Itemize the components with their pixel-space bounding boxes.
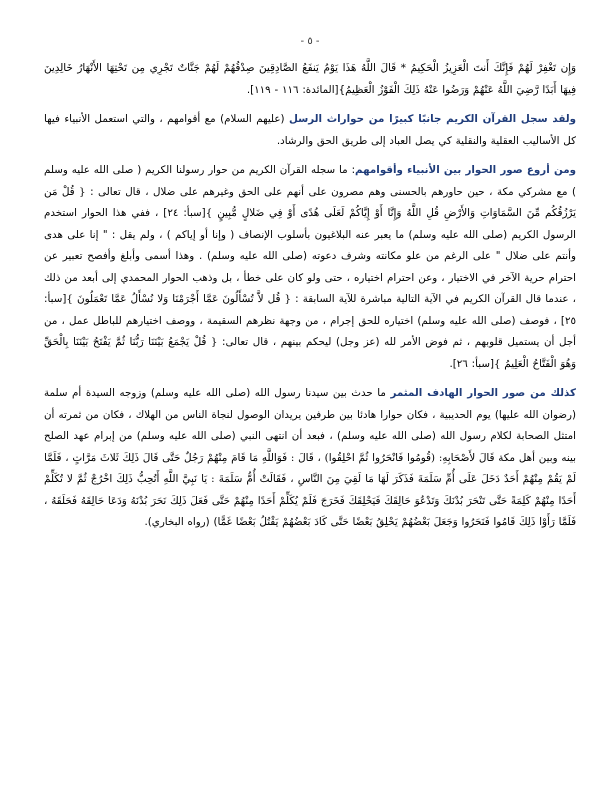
quoted-text: قَالَ لأَصْحَابِهِ: (قُومُوا فَانْحَرُوا ثُمَّ احْلِقُوا) ، قَالَ : فَوَاللَّهِ مَا قَامَ مِنْهُمْ رَجُلٌ حَتَّى قَالَ ذَلِكَ ثَلاثَ مَرَّاتٍ ، فَلَمَّا لَمْ يَقُمْ مِنْهُمْ أَحَدٌ دَخَلَ عَلَى أُمِّ سَلَمَةَ فَذَكَرَ لَهَا مَا لَقِيَ مِنَ النَّاسِ ، فَقَالَتْ أُمُّ سَلَمَةَ : يَا نَبِيَّ اللَّهِ أَتُحِبُّ ذَلِكَ اخْرُجْ ثُمَّ لا تُكَلِّمْ أَحَدًا مِنْهُمْ كَلِمَةً حَتَّى تَنْحَرَ بُدْنَكَ وَتَدْعُوَ حَالِقَكَ فَيَحْلِقَكَ فَخَرَجَ فَلَمْ يُكَلِّمْ أَحَدًا مِنْهُمْ حَتَّى فَعَلَ ذَلِكَ نَحَرَ بُدْنَهُ وَدَعَا حَالِقَهُ فَحَلَقَهُ ، فَلَمَّا رَأَوْا ذَلِكَ قَامُوا فَنَحَرُوا وَجَعَلَ بَعْضُهُمْ يَحْلِقُ بَعْضًا حَتَّى كَادَ بَعْضُهُمْ يَقْتُلُ بَعْضًا غَمًّا: [44, 451, 576, 528]
document-body: [44, 58, 576, 534]
citation: }[المائدة: ١١٦ - ١١٩].: [246, 83, 346, 96]
paragraph: [44, 109, 576, 152]
quoted-text: { قُل لاَّ تُسْأَلُونَ عَمَّا أَجْرَمْنَا وَلا نُسْأَلُ عَمَّا تَعْمَلُونَ }: [66, 293, 292, 305]
section-heading: ومن أروع صور الحوار بين الأنبياء وأقوامهم: [355, 164, 576, 176]
body-text: [سبأ: ٢٥] ، فوصف (صلى الله عليه وسلم) اختياره للحق إجرام ، من وجهة نظرهم السقيمة ، ووصف اختيارهم للباطل عمل ، من أجل أن يستميل قلوبهم ، ثم فوض الأمر لله (عز وجل) ليحكم بينهم ، قال تعالى:: [44, 293, 576, 348]
paragraph: [44, 160, 576, 375]
page-number: - ٥ -: [300, 36, 320, 47]
document-page: [44, 34, 576, 774]
quoted-text: { قُلْ يَجْمَعُ بَيْنَنَا رَبُّنَا ثُمَّ يَفْتَحُ بَيْنَنَا بِالْحَقِّ وَهُوَ الْفَتَّاحُ الْعَلِيمُ }: [44, 336, 576, 370]
body-text: [سبأ: ٢٦].: [449, 357, 494, 370]
body-text: [سبأ: ٢٤] ، ففي هذا الحوار استخدم الرسول الكريم (صلى الله عليه وسلم) ما يعبر عنه البلاغيون بأسلوب الإنصاف ( وإنا أو إياكم ) ، ولم يقل : " إنا على هدى وأنتم على ضلال " على الرغم من علو مكانته وشرف دعوته (صلى الله عليه وسلم) . وهذا أسمى وأبلغ وأفصح تعبير عن احترام حرية الآخر في الاختيار ، وعن احترام اختياره ، حتى ولو كان على خطأ ، بل وذهب الحوار المحمدي إلى أبعد من ذلك ، عندما قال القرآن الكريم في الآية التالية مباشرة للآية السابقة :: [44, 207, 576, 305]
section-heading: ولقد سجل القرآن الكريم جانبًا كبيرًا من حواراث الرسل: [288, 113, 576, 125]
body-text: ) (رواه البخاري).: [144, 516, 218, 528]
paragraph: [44, 58, 576, 101]
quoted-text: وَإِن تَغْفِرْ لَهُمْ فَإِنَّكَ أَنتَ الْعَزِيزُ الْحَكِيمُ * قَالَ اللَّهُ هَذَا يَوْمُ يَنفَعُ الصَّادِقِينَ صِدْقُهُمْ لَهُمْ جَنَّاتٌ تَجْرِي مِن تَحْتِهَا الأَنْهَارُ خَالِدِينَ فِيهَا أَبَدًا رَّضِيَ اللَّهُ عَنْهُمْ وَرَضُوا عَنْهُ ذَلِكَ الْفَوْزُ الْعَظِيمُ: [44, 62, 576, 96]
body-text: ما حدث بين سيدنا رسول الله (صلى الله عليه وسلم) وزوجه السيدة أم سلمة (رضوان الله عليها) يوم الحديبية ، فكان حوارا هادئا بين طرفين يريدان الوصول لنجاة الناس من الهلاك ، فكان من ثمرته أن امتثل الصحابة لكلام رسول الله (صلى الله عليه وسلم) ، فبعد أن انتهى النبي (صلى الله عليه وسلم) من إبرام عهد الصلح بينه وبين أهل مكة: [44, 387, 576, 464]
body-text: : ما سجله القرآن الكريم من حوار رسولنا الكريم ( صلى الله عليه وسلم ) مع مشركي مكة ، حين حاورهم بالحسنى وهم مصرون على أنهم على الحق وغيرهم على ضلال ، قال تعالى :: [44, 164, 576, 198]
body-text: (عليهم السلام) مع أقوامهم ، والتي استعمل الأنبياء فيها كل الأساليب العقلية والنقلية كي يصل العباد إلى طريق الحق والرشاد.: [44, 113, 576, 147]
quoted-text: { قُلْ مَن يَرْزُقُكُم مِّنَ السَّمَاوَاتِ وَالأَرْضِ قُلِ اللَّهُ وَإِنَّا أَوْ إِيَّاكُمْ لَعَلَى هُدًى أَوْ فِي ضَلالٍ مُّبِينٍ }: [44, 185, 576, 219]
section-heading: كذلك من صور الحوار الهادف المثمر: [390, 387, 576, 399]
paragraph: [44, 383, 576, 534]
